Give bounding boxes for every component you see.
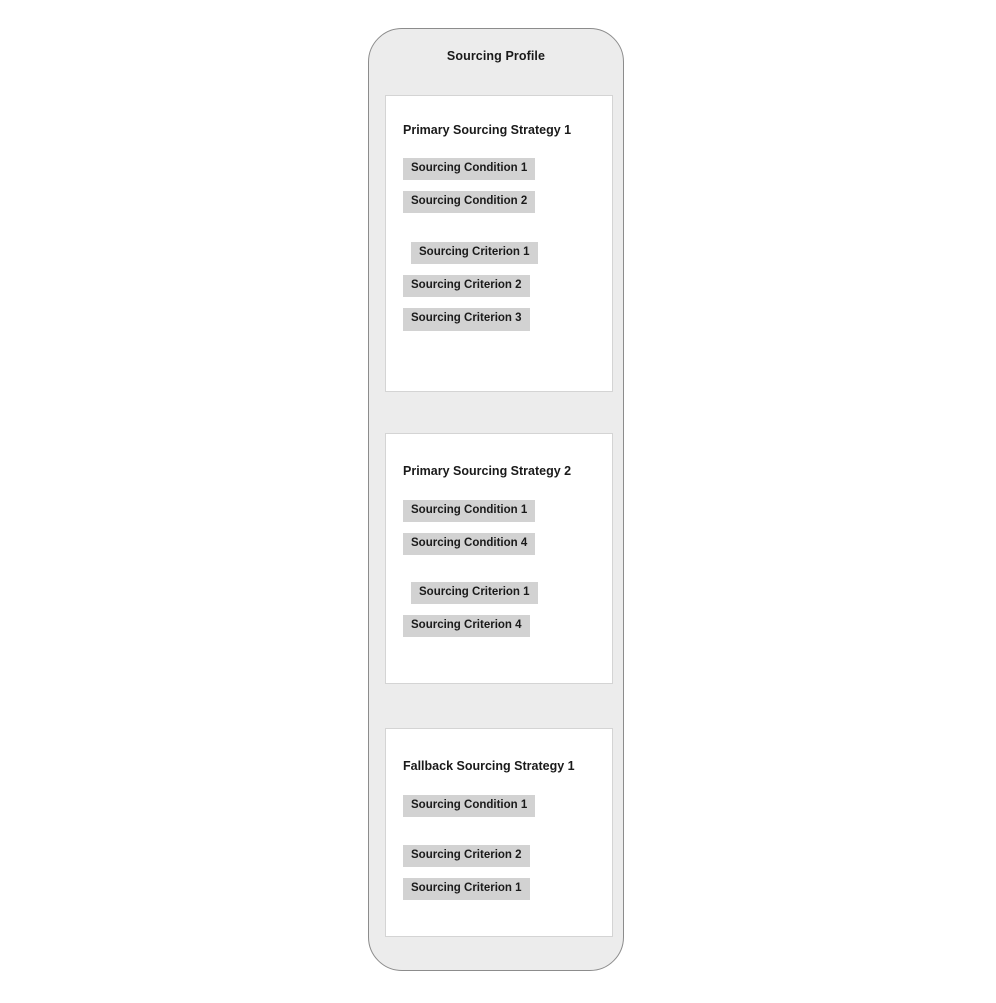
sourcing-condition-chip[interactable]: Sourcing Condition 1 [403,795,535,817]
criterion-row [386,582,612,604]
sourcing-condition-chip[interactable]: Sourcing Condition 1 [403,158,535,180]
condition-group [386,500,612,555]
sourcing-criterion-chip[interactable]: Sourcing Criterion 1 [411,582,538,604]
criterion-row [386,275,612,297]
sourcing-condition-chip[interactable]: Sourcing Condition 4 [403,533,535,555]
strategy-title: Fallback Sourcing Strategy 1 [403,759,575,773]
strategy-title: Primary Sourcing Strategy 1 [403,123,572,137]
sourcing-criterion-chip[interactable]: Sourcing Criterion 2 [403,845,530,867]
sourcing-criterion-chip[interactable]: Sourcing Criterion 1 [403,878,530,900]
condition-row [386,191,612,213]
sourcing-criterion-chip[interactable]: Sourcing Criterion 1 [411,242,538,264]
page-title: Sourcing Profile [446,49,546,63]
sourcing-condition-chip[interactable]: Sourcing Condition 1 [403,500,535,522]
strategy-title: Primary Sourcing Strategy 2 [403,464,572,478]
sourcing-criterion-chip[interactable]: Sourcing Criterion 3 [403,308,530,330]
strategy-card-primary-2[interactable] [385,433,613,684]
condition-row [386,158,612,180]
sourcing-criterion-chip[interactable]: Sourcing Criterion 2 [403,275,530,297]
strategy-card-fallback-1[interactable] [385,728,613,937]
condition-group [386,795,612,817]
condition-group [386,158,612,213]
condition-row [386,500,612,522]
criterion-row [386,308,612,330]
criterion-row [386,845,612,867]
condition-row [386,533,612,555]
strategy-card-primary-1[interactable] [385,95,613,392]
sourcing-profile-container [368,28,624,971]
criterion-row [386,242,612,264]
criterion-group [386,242,612,331]
criterion-group [386,582,612,637]
sourcing-criterion-chip[interactable]: Sourcing Criterion 4 [403,615,530,637]
condition-row [386,795,612,817]
criterion-group [386,845,612,900]
sourcing-condition-chip[interactable]: Sourcing Condition 2 [403,191,535,213]
criterion-row [386,878,612,900]
criterion-row [386,615,612,637]
